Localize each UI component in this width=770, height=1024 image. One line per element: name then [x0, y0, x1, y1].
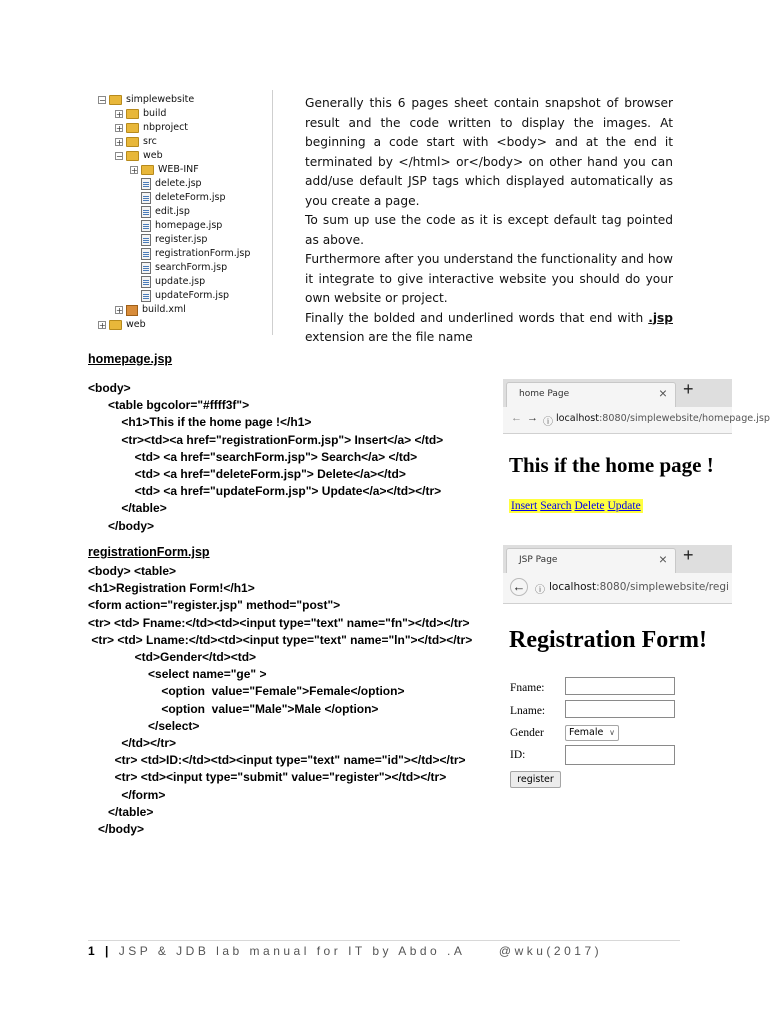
tree-item-label: edit.jsp — [155, 206, 190, 217]
registration-heading: registrationForm.jsp — [88, 545, 210, 559]
tree-item-label: web — [126, 319, 146, 330]
tree-item-label: delete.jsp — [155, 178, 202, 189]
description-p4-text: Finally the bolded and underlined words that end with — [305, 310, 649, 325]
close-tab-icon[interactable]: × — [658, 551, 667, 567]
tree-item-label: build — [143, 108, 167, 119]
tab-title: home Page — [519, 389, 570, 399]
description-p4-tail: extension are the file name — [305, 330, 473, 344]
expand-icon[interactable]: + — [116, 306, 123, 315]
tree-item[interactable] — [115, 135, 157, 149]
folder-icon — [141, 165, 154, 175]
tree-item[interactable] — [141, 191, 226, 205]
tree-item[interactable] — [115, 121, 188, 135]
jsp-file-icon — [141, 262, 151, 274]
jsp-file-icon — [141, 178, 151, 190]
collapse-icon[interactable]: − — [116, 152, 123, 161]
description-paragraph-1: Generally this 6 pages sheet contain snapshot of browser result and the code written to display the images. At beginning a code start with <body> and at the end it terminated by </html> or</body> on other hand you can add/use default JSP tags which displayed automatically as you create a page. — [305, 96, 673, 208]
tree-item[interactable] — [115, 303, 186, 317]
tree-item[interactable] — [141, 247, 250, 261]
new-tab-icon[interactable]: + — [683, 545, 694, 565]
register-button[interactable]: register — [510, 771, 561, 788]
tree-item-label: searchForm.jsp — [155, 262, 228, 273]
forward-arrow-icon[interactable]: → — [527, 412, 538, 424]
expand-icon[interactable]: + — [131, 166, 138, 175]
collapse-icon[interactable]: − — [99, 96, 106, 105]
jsp-file-icon — [141, 206, 151, 218]
homepage-browser — [503, 379, 770, 529]
footer-org: @wku(2017) — [498, 944, 603, 958]
tree-item[interactable] — [141, 205, 190, 219]
tree-item-label: homepage.jsp — [155, 220, 223, 231]
tree-item-label: registrationForm.jsp — [155, 248, 251, 259]
gender-select[interactable] — [565, 725, 619, 741]
expand-icon[interactable]: + — [99, 321, 106, 330]
info-icon[interactable]: ⓘ — [535, 585, 545, 596]
tree-item[interactable] — [141, 219, 222, 233]
tree-item[interactable] — [98, 318, 146, 332]
address-bar[interactable] — [556, 413, 770, 424]
tree-item[interactable] — [141, 177, 202, 191]
link-delete[interactable]: Delete — [574, 500, 605, 512]
tree-item[interactable] — [130, 163, 199, 177]
gender-label: Gender — [510, 727, 544, 739]
close-tab-icon[interactable]: × — [658, 385, 667, 401]
jsp-file-icon — [141, 220, 151, 232]
homepage-title: This if the home page ! — [509, 453, 714, 477]
tree-item[interactable] — [141, 275, 205, 289]
tree-item[interactable] — [98, 93, 194, 107]
registration-browser — [503, 545, 732, 795]
link-insert[interactable]: Insert — [511, 500, 538, 512]
tree-item[interactable] — [115, 149, 163, 163]
description-paragraph-4 — [305, 309, 673, 348]
tree-item[interactable] — [141, 261, 227, 275]
tree-item[interactable] — [141, 233, 207, 247]
project-file-tree — [98, 90, 276, 335]
id-input[interactable] — [565, 745, 675, 765]
tree-item-label: register.jsp — [155, 234, 208, 245]
lname-label: Lname: — [510, 705, 546, 717]
tree-item-label: update.jsp — [155, 276, 206, 287]
tree-item-label: simplewebsite — [126, 94, 195, 105]
lname-input[interactable] — [565, 700, 675, 718]
tree-item[interactable] — [141, 289, 229, 303]
folder-icon — [126, 151, 139, 161]
back-arrow-icon[interactable]: ← — [510, 578, 528, 596]
homepage-heading: homepage.jsp — [88, 352, 173, 366]
registration-title: Registration Form! — [509, 627, 707, 653]
homepage-links-table — [509, 499, 643, 513]
url-path: :8080/simplewebsite/regi — [596, 581, 729, 593]
tab-bar — [503, 545, 732, 573]
tree-item-label: updateForm.jsp — [155, 290, 230, 301]
page-number: 1 — [88, 944, 99, 958]
nav-bar — [503, 573, 732, 604]
expand-icon[interactable]: + — [116, 124, 123, 133]
tree-item-label: nbproject — [143, 122, 189, 133]
folder-icon — [109, 320, 122, 330]
expand-icon[interactable]: + — [116, 138, 123, 147]
footer-title: JSP & JDB lab manual for IT by Abdo .A — [118, 944, 465, 958]
address-bar[interactable] — [549, 581, 731, 593]
folder-icon — [109, 95, 122, 105]
description-p4-bold: .jsp — [648, 310, 673, 325]
chevron-down-icon: ∨ — [609, 728, 615, 737]
nav-bar — [503, 407, 770, 434]
tree-item-label: deleteForm.jsp — [155, 192, 226, 203]
gender-selected-value: Female — [569, 727, 604, 738]
tree-item-label: src — [143, 136, 157, 147]
link-search[interactable]: Search — [540, 500, 572, 512]
tree-item[interactable] — [115, 107, 166, 121]
tab-title: JSP Page — [519, 555, 558, 565]
homepage-code: <body> <table bgcolor="#ffff3f"> <h1>This if the home page !</h1> <tr><td><a href="registrationForm.jsp"> Insert</a> </td> <td> <a href="searchForm.jsp"> Search</a> </td> <td> <a href="deleteForm.jsp"> Delete</a></td> <td> <a href="updateForm.jsp"> Update</a></td></tr> </table> </body> — [88, 381, 444, 533]
tree-item-label: build.xml — [142, 304, 186, 315]
jsp-file-icon — [141, 248, 151, 260]
tab-bar — [503, 379, 732, 407]
browser-tab[interactable] — [506, 382, 676, 407]
page-footer — [88, 944, 602, 958]
tree-item-label: web — [143, 150, 163, 161]
new-tab-icon[interactable]: + — [683, 379, 694, 399]
browser-tab[interactable] — [506, 548, 676, 573]
folder-icon — [126, 109, 139, 119]
url-host: localhost — [556, 413, 600, 424]
url-path: :8080/simplewebsite/homepage.jsp — [599, 413, 770, 424]
tree-divider — [272, 90, 273, 335]
description-text — [305, 94, 673, 348]
description-paragraph-3: Furthermore after you understand the functionality and how it integrate to give interactive website you should do your own website or project. — [305, 252, 673, 305]
id-label: ID: — [510, 749, 526, 761]
fname-input[interactable] — [565, 677, 675, 695]
expand-icon[interactable]: + — [116, 110, 123, 119]
footer-separator: | — [98, 944, 119, 958]
jsp-file-icon — [141, 234, 151, 246]
registration-code: <body> <table> <h1>Registration Form!</h1> <form action="register.jsp" method="post"> <tr> <td> Fname:</td><td><input type="text" name="fn"></td></tr> <tr> <td> Lname:</td><td><input type="text" name="ln"></td></tr> <td>Gender</td><td> <select name="ge" > <option value="Female">Female</option> <option value="Male">Male </option> </select> </td></tr> <tr> <td>ID:</td><td><input type="text" name="id"></td></tr> <tr> <td><input type="submit" value="register"></td></tr> </form> </table> </body> — [88, 564, 473, 837]
footer-divider — [88, 940, 680, 941]
xml-file-icon — [126, 305, 138, 316]
jsp-file-icon — [141, 276, 151, 288]
jsp-file-icon — [141, 290, 151, 302]
tree-item-label: WEB-INF — [158, 164, 199, 175]
jsp-file-icon — [141, 192, 151, 204]
folder-icon — [126, 123, 139, 133]
url-host: localhost — [549, 581, 597, 593]
fname-label: Fname: — [510, 682, 545, 694]
info-icon[interactable]: ⓘ — [543, 417, 553, 428]
folder-icon — [126, 137, 139, 147]
link-update[interactable]: Update — [607, 500, 641, 512]
back-arrow-icon[interactable]: ← — [511, 412, 522, 424]
description-paragraph-2: To sum up use the code as it is except default tag pointed as above. — [305, 213, 673, 247]
